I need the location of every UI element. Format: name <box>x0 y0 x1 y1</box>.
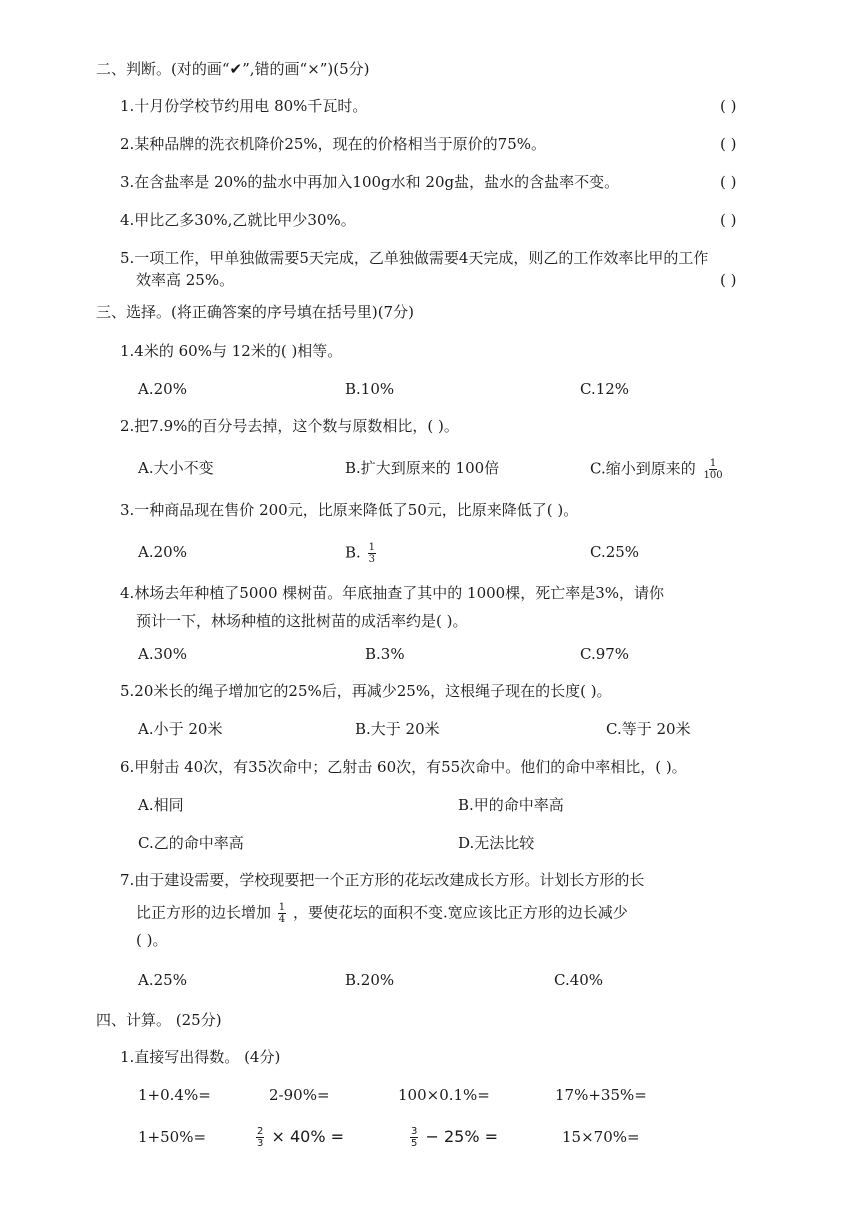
judge-q5-line1: 5.一项工作，甲单独做需要5天完成，乙单独做需要4天完成，则乙的工作效率比甲的工作 <box>120 249 709 267</box>
choice-q5: 5.20米长的绳子增加它的25%后，再减少25%，这根绳子现在的长度( )。 <box>120 682 612 700</box>
choice-q7-line2-part2: ，要使花坛的面积不变.宽应该比正方形的边长减少 <box>292 903 628 922</box>
section-2-title: 二、判断。(对的画“✔”,错的画“×”)(5分) <box>96 60 370 78</box>
choice-q7-line3: ( )。 <box>136 931 168 949</box>
choice-q3-option-b <box>345 542 378 565</box>
choice-q4-option-b: B.3% <box>365 645 405 663</box>
calc-item-3: 100×0.1%= <box>398 1086 490 1104</box>
calc-item-4: 17%+35%= <box>555 1086 647 1104</box>
fraction-numerator: 3 <box>411 1126 418 1137</box>
fraction-numerator: 1 <box>368 542 375 553</box>
calc-item-1: 1+0.4%= <box>138 1086 211 1104</box>
choice-q3: 3.一种商品现在售价 200元，比原来降低了50元，比原来降低了( )。 <box>120 501 579 519</box>
calc-item-5: 1+50%= <box>138 1128 207 1146</box>
choice-q7-line1: 7.由于建设需要，学校现要把一个正方形的花坛改建成长方形。计划长方形的长 <box>120 871 645 889</box>
choice-q7-option-a: A.25% <box>138 971 187 989</box>
choice-q1: 1.4米的 60%与 12米的( )相等。 <box>120 342 343 360</box>
choice-q7-line2-part1: 比正方形的边长增加 <box>136 903 272 922</box>
choice-q4-option-c: C.97% <box>580 645 630 663</box>
fraction-denominator: 3 <box>257 1138 264 1149</box>
choice-q2-option-a: A.大小不变 <box>138 459 214 477</box>
choice-q1-option-a: A.20% <box>138 380 187 398</box>
choice-q4-line2: 预计一下，林场种植的这批树苗的成活率约是( )。 <box>136 612 468 630</box>
choice-q3-option-b-text: B. <box>345 543 361 562</box>
fraction-1-100 <box>703 458 724 481</box>
fraction-denominator: 100 <box>703 470 723 481</box>
judge-q1: 1.十月份学校节约用电 80%千瓦时。 <box>120 97 368 115</box>
section-4-title: 四、计算。 (25分) <box>96 1011 222 1029</box>
judge-q4: 4.甲比乙多30%,乙就比甲少30%。 <box>120 211 356 229</box>
fraction-3-5 <box>410 1126 418 1149</box>
calc-item-8: 15×70%= <box>562 1128 640 1146</box>
fraction-numerator: 2 <box>257 1126 264 1137</box>
answer-paren: ( ) <box>720 135 737 153</box>
calc-item-7 <box>408 1126 498 1149</box>
choice-q1-option-b: B.10% <box>345 380 395 398</box>
choice-q7-line2 <box>136 902 628 925</box>
calc-item-7-rest: − 25% = <box>425 1127 499 1146</box>
choice-q2: 2.把7.9%的百分号去掉，这个数与原数相比，( )。 <box>120 417 459 435</box>
fraction-1-4 <box>278 902 286 925</box>
fraction-1-3 <box>368 542 376 565</box>
choice-q5-option-b: B.大于 20米 <box>355 720 440 738</box>
choice-q3-option-c: C.25% <box>590 543 640 561</box>
choice-q2-option-c <box>590 458 726 481</box>
choice-q1-option-c: C.12% <box>580 380 630 398</box>
choice-q6-option-c: C.乙的命中率高 <box>138 834 244 852</box>
answer-paren: ( ) <box>720 211 737 229</box>
fraction-numerator: 1 <box>709 458 717 469</box>
choice-q4-option-a: A.30% <box>138 645 187 663</box>
calc-item-2: 2-90%= <box>269 1086 330 1104</box>
fraction-denominator: 5 <box>411 1138 418 1149</box>
choice-q2-option-c-text: C.缩小到原来的 <box>590 459 696 478</box>
fraction-denominator: 4 <box>278 914 286 925</box>
answer-paren: ( ) <box>720 173 737 191</box>
calc-item-6-rest: × 40% = <box>271 1127 345 1146</box>
judge-q2: 2.某种品牌的洗衣机降价25%，现在的价格相当于原价的75%。 <box>120 135 546 153</box>
choice-q7-option-b: B.20% <box>345 971 395 989</box>
choice-q5-option-a: A.小于 20米 <box>138 720 223 738</box>
choice-q3-option-a: A.20% <box>138 543 187 561</box>
judge-q3: 3.在含盐率是 20%的盐水中再加入100g水和 20g盐，盐水的含盐率不变。 <box>120 173 620 191</box>
fraction-2-3 <box>256 1126 264 1149</box>
choice-q2-option-b: B.扩大到原来的 100倍 <box>345 459 500 477</box>
judge-q5-line2: 效率高 25%。 <box>136 271 235 289</box>
answer-paren: ( ) <box>720 97 737 115</box>
choice-q7-option-c: C.40% <box>554 971 604 989</box>
choice-q6-option-d: D.无法比较 <box>458 834 535 852</box>
choice-q6: 6.甲射击 40次，有35次命中；乙射击 60次，有55次命中。他们的命中率相比，( )。 <box>120 758 687 776</box>
answer-paren: ( ) <box>720 271 737 289</box>
section-3-title: 三、选择。(将正确答案的序号填在括号里)(7分) <box>96 303 414 321</box>
calc-sub1-title: 1.直接写出得数。 (4分) <box>120 1048 281 1066</box>
choice-q5-option-c: C.等于 20米 <box>606 720 691 738</box>
fraction-numerator: 1 <box>278 902 286 913</box>
choice-q6-option-b: B.甲的命中率高 <box>458 796 564 814</box>
choice-q6-option-a: A.相同 <box>138 796 184 814</box>
choice-q4-line1: 4.林场去年种植了5000 棵树苗。年底抽查了其中的 1000棵，死亡率是3%，请你 <box>120 584 664 602</box>
calc-item-6 <box>254 1126 344 1149</box>
fraction-denominator: 3 <box>368 554 375 565</box>
